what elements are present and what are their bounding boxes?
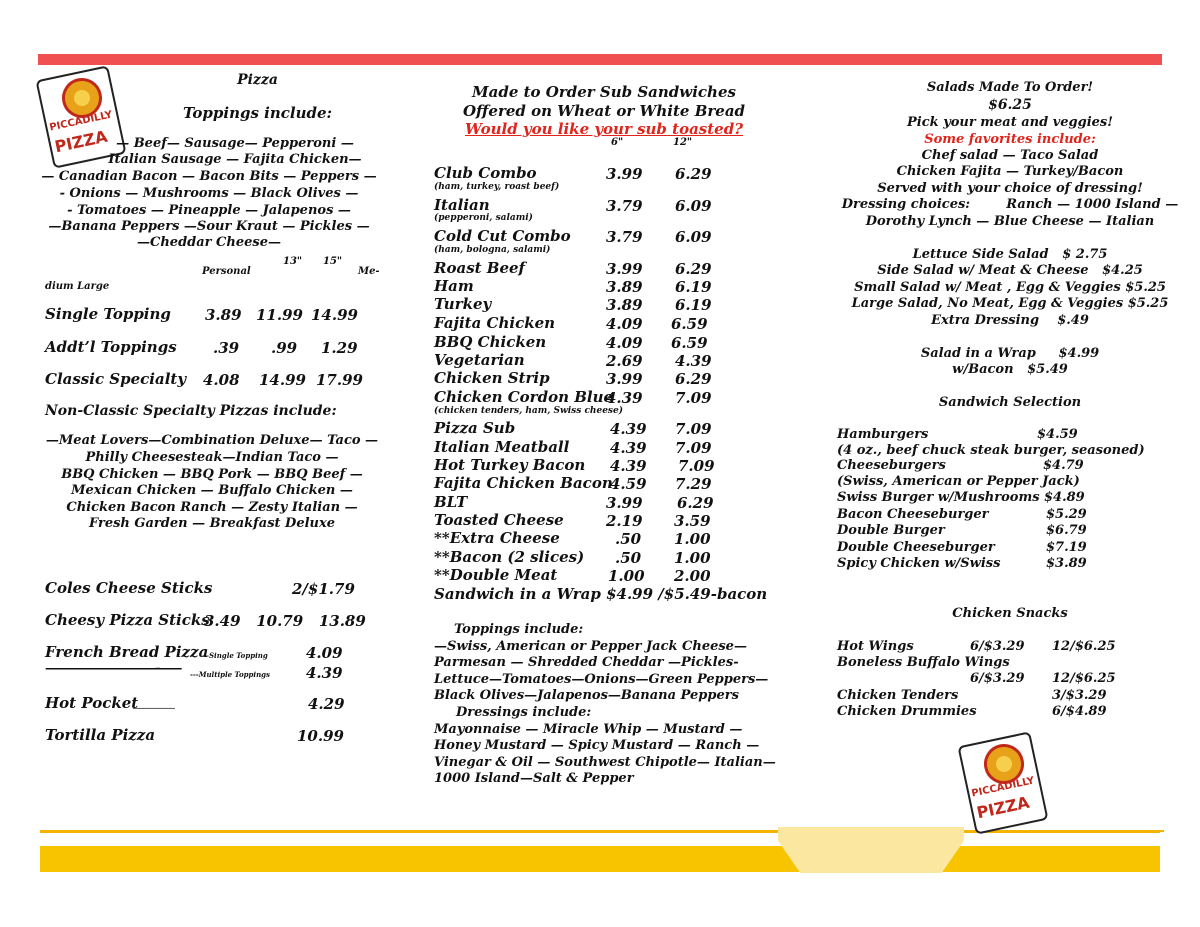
salads-fav-line: Chef salad — Taco Salad	[921, 148, 1099, 163]
extra-item-price: 3.49 10.79 13.89	[204, 612, 366, 630]
nonclassic-line: Mexican Chicken — Buffalo Chicken —	[71, 483, 353, 498]
sub-item-name: Vegetarian	[434, 351, 525, 369]
sandwich-item-name: (4 oz., beef chuck steak burger, seasoned)	[837, 443, 1145, 458]
sandwich-item-name: Bacon Cheeseburger	[837, 507, 989, 522]
sub-item-6: 4.09	[606, 334, 643, 352]
sub-item-desc: (ham, turkey, roast beef)	[434, 182, 560, 192]
sub-item-12: 6.29	[675, 260, 712, 278]
sub-item-12: 3.59	[674, 512, 711, 530]
sandwich-item-name: Cheeseburgers	[837, 458, 946, 473]
sub-item-name: Fajita Chicken	[434, 314, 556, 332]
sub-item-12: 6.09	[675, 228, 712, 246]
sub-item-name: Italian	[434, 196, 490, 214]
sandwich-item-name: Double Cheeseburger	[837, 540, 995, 555]
salads-fav-line: Dressing choices: Ranch — 1000 Island —	[841, 197, 1179, 212]
size-13: 13"	[283, 256, 303, 267]
sub-item-12: 1.00	[674, 530, 711, 548]
snack-name: Boneless Buffalo Wings	[837, 655, 1010, 670]
salads-side-line: Extra Dressing $.49	[931, 313, 1089, 328]
subs-topping-line: Parmesan — Shredded Cheddar —Pickles-	[434, 655, 739, 670]
sub-item-12: 6.19	[675, 296, 712, 314]
subs-dressing-line: Honey Mustard — Spicy Mustard — Ranch —	[434, 738, 760, 753]
pizza-topping-line: — Beef— Sausage— Pepperoni —	[116, 136, 354, 151]
sub-item-6: 4.39	[610, 420, 647, 438]
snack-name: Chicken Tenders	[837, 688, 959, 703]
sub-item-name: Ham	[434, 277, 474, 295]
salads-fav-line: Served with your choice of dressing!	[877, 181, 1143, 196]
subs-dressing-line: 1000 Island—Salt & Pepper	[434, 771, 634, 786]
snack-price-b: 12/$6.25	[1052, 639, 1116, 654]
bottom-edge-notch	[1160, 832, 1166, 874]
pizza-topping-line: Italian Sausage — Fajita Chicken—	[108, 152, 362, 167]
salads-price: $6.25	[988, 97, 1032, 113]
bottom-decoration	[778, 827, 964, 873]
sub-item-12: 6.59	[671, 315, 708, 333]
sub-item-name: Italian Meatball	[434, 438, 570, 456]
sub-item-6: 3.79	[606, 228, 643, 246]
sub-item-12: 7.09	[675, 439, 712, 457]
sub-item-6: .50	[615, 530, 642, 548]
salads-side-line: Side Salad w/ Meat & Cheese $4.25	[877, 263, 1143, 278]
nonclassic-line: Chicken Bacon Ranch — Zesty Italian —	[66, 500, 358, 515]
sub-item-12: 4.39	[675, 352, 712, 370]
pizza-topping-line: — Canadian Bacon — Bacon Bits — Peppers —	[41, 169, 377, 184]
sandwich-item-price: $6.79	[1046, 523, 1087, 538]
sub-item-name: Pizza Sub	[434, 419, 516, 437]
sub-item-name: Chicken Strip	[434, 369, 550, 387]
sub-item-name: BLT	[434, 493, 468, 511]
nonclassic-line: Fresh Garden — Breakfast Deluxe	[88, 516, 336, 531]
sub-item-12: 1.00	[674, 549, 711, 567]
snack-price-a: 6/$3.29	[970, 671, 1025, 686]
size-medium-part: Me-	[358, 266, 380, 277]
size-personal: Personal	[202, 266, 251, 277]
sub-item-12: 6.19	[675, 278, 712, 296]
subs-dressing-line: Vinegar & Oil — Southwest Chipotle— Italian—	[434, 755, 776, 770]
pizza-row-personal: 4.08	[203, 371, 240, 389]
pizza-row-15: 1.29	[321, 339, 358, 357]
sub-item-name: Cold Cut Combo	[434, 227, 571, 245]
nonclassic-line: —Meat Lovers—Combination Deluxe— Taco —	[45, 433, 379, 448]
sub-item-desc: (chicken tenders, ham, Swiss cheese)	[434, 406, 623, 416]
sub-item-12: 7.09	[675, 420, 712, 438]
pizza-row-13: 14.99	[259, 371, 306, 389]
bottom-yellow-bar	[40, 846, 1164, 872]
sub-item-name: **Bacon (2 slices)	[434, 548, 585, 566]
sub-item-name: Fajita Chicken Bacon	[434, 474, 613, 492]
subs-topping-line: Black Olives—Jalapenos—Banana Peppers	[434, 688, 739, 703]
size-medium-large: dium Large	[45, 281, 110, 292]
size-15: 15"	[323, 256, 343, 267]
extra-item-note: ---Multiple Toppings	[190, 670, 270, 679]
subs-dressing-line: Mayonnaise — Miracle Whip — Mustard —	[434, 722, 743, 737]
subs-topping-line: —Swiss, American or Pepper Jack Cheese—	[434, 639, 747, 654]
snack-name: Hot Wings	[837, 639, 914, 654]
sub-item-6: 4.39	[610, 439, 647, 457]
snack-name: Chicken Drummies	[837, 704, 977, 719]
pizza-row-name: Single Topping	[45, 305, 171, 323]
pizza-title: Pizza	[237, 72, 278, 88]
sub-item-6: 4.39	[606, 389, 643, 407]
sub-item-12: 6.59	[671, 334, 708, 352]
subs-heading: Made to Order Sub Sandwiches	[472, 83, 736, 101]
sub-item-name: Club Combo	[434, 164, 537, 182]
sandwich-item-price: $4.79	[1043, 458, 1084, 473]
sub-item-name: Chicken Cordon Blue	[434, 388, 614, 406]
sub-item-desc: (ham, bologna, salami)	[434, 245, 551, 255]
logo-brand-bottom: PIZZA	[52, 126, 110, 157]
subs-subheading: Offered on Wheat or White Bread	[462, 102, 746, 120]
pizza-row-name: Addt’l Toppings	[45, 338, 177, 356]
subs-dressings-heading: Dressings include:	[456, 705, 592, 720]
extra-item-price: 2/$1.79	[292, 580, 355, 598]
sub-item-6: 3.99	[606, 370, 643, 388]
sub-item-12: 6.29	[677, 494, 714, 512]
sub-item-6: 1.00	[608, 567, 645, 585]
sub-item-name: Hot Turkey Bacon	[434, 456, 586, 474]
extra-item-name: Tortilla Pizza	[45, 726, 156, 744]
extra-item-name: ——————————-——	[45, 661, 181, 676]
extra-item-name: Cheesy Pizza Sticks	[45, 611, 210, 629]
pizza-row-name: Classic Specialty	[45, 370, 187, 388]
sub-item-12: 6.29	[675, 370, 712, 388]
subs-toast-question: Would you like your sub toasted?	[464, 120, 743, 138]
subs-topping-line: Lettuce—Tomatoes—Onions—Green Peppers—	[434, 672, 769, 687]
sub-item-12: 6.09	[675, 197, 712, 215]
sub-item-6: 2.69	[606, 352, 643, 370]
sandwich-item-price: $5.29	[1046, 507, 1087, 522]
sandwich-selection-heading: Sandwich Selection	[938, 395, 1082, 410]
sub-item-6: .50	[615, 549, 642, 567]
sub-item-name: Roast Beef	[434, 259, 526, 277]
sub-item-6: 2.19	[606, 512, 643, 530]
pizza-row-personal: .39	[213, 339, 240, 357]
sub-item-12: 2.00	[674, 567, 711, 585]
sub-item-6: 3.99	[606, 165, 643, 183]
nonclassic-heading: Non-Classic Specialty Pizzas include:	[45, 403, 337, 419]
salads-fav-line: Dorothy Lynch — Blue Cheese — Italian	[865, 214, 1155, 229]
salads-pick: Pick your meat and veggies!	[907, 115, 1113, 130]
sandwich-item-name: (Swiss, American or Pepper Jack)	[837, 474, 1080, 489]
sub-item-12: 6.29	[675, 165, 712, 183]
snack-price-b: 3/$3.29	[1052, 688, 1107, 703]
salads-favorites: Some favorites include:	[924, 132, 1096, 147]
extra-item-note: ____________	[133, 700, 175, 709]
salad-wrap-bacon: w/Bacon $5.49	[952, 362, 1068, 377]
snack-price-b: 6/$4.89	[1052, 704, 1107, 719]
sandwich-item-price: $3.89	[1046, 556, 1087, 571]
subs-col-6: 6"	[611, 137, 624, 148]
pizza-row-15: 17.99	[316, 371, 363, 389]
pizza-row-13: 11.99	[256, 306, 303, 324]
sub-wrap-line: Sandwich in a Wrap $4.99 /$5.49-bacon	[434, 585, 768, 603]
sub-item-6: 3.99	[606, 494, 643, 512]
logo-brand-bottom: PIZZA	[974, 792, 1032, 823]
sub-item-6: 4.09	[606, 315, 643, 333]
extra-item-name: French Bread Pizza	[45, 643, 209, 661]
extra-item-price: 4.09	[306, 644, 343, 662]
sandwich-item-price: $4.59	[1037, 427, 1078, 442]
extra-item-note: —Single Topping	[202, 651, 268, 660]
pizza-topping-line: - Onions — Mushrooms — Black Olives —	[59, 186, 359, 201]
sub-item-12: 7.09	[678, 457, 715, 475]
extra-item-name: Hot Pocket	[45, 694, 139, 712]
sandwich-item-name: Swiss Burger w/Mushrooms	[837, 490, 1040, 505]
sub-item-6: 3.89	[606, 296, 643, 314]
pizza-topping-line: —Cheddar Cheese—	[137, 235, 281, 250]
subs-toppings-heading: Toppings include:	[454, 622, 584, 637]
nonclassic-line: BBQ Chicken — BBQ Pork — BBQ Beef —	[61, 467, 363, 482]
sub-item-name: BBQ Chicken	[434, 333, 547, 351]
logo-brand-top: PICCADILLY	[48, 109, 114, 134]
snack-price-b: 12/$6.25	[1052, 671, 1116, 686]
pizza-topping-line: —Banana Peppers —Sour Kraut — Pickles —	[48, 219, 370, 234]
extra-item-name: Coles Cheese Sticks	[45, 579, 213, 597]
sub-item-name: Toasted Cheese	[434, 511, 564, 529]
pizza-toppings-heading: Toppings include:	[182, 104, 333, 122]
sandwich-item-price: $7.19	[1046, 540, 1087, 555]
nonclassic-line: Philly Cheesesteak—Indian Taco —	[85, 450, 339, 465]
extra-item-price: 10.99	[297, 727, 344, 745]
pizza-row-13: .99	[271, 339, 298, 357]
salads-heading: Salads Made To Order!	[926, 80, 1094, 95]
sub-item-name: Turkey	[434, 295, 492, 313]
sub-item-12: 7.09	[675, 389, 712, 407]
sub-item-desc: (pepperoni, salami)	[434, 213, 533, 223]
sub-item-6: 3.89	[606, 278, 643, 296]
sub-item-6: 3.99	[606, 260, 643, 278]
piccadilly-logo-bottom	[966, 738, 1040, 828]
salads-fav-line: Chicken Fajita — Turkey/Bacon	[896, 164, 1124, 179]
salads-side-line: Lettuce Side Salad $ 2.75	[912, 247, 1108, 262]
salads-side-line: Large Salad, No Meat, Egg & Veggies $5.25	[851, 296, 1169, 311]
sub-item-6: 3.79	[606, 197, 643, 215]
sub-item-name: **Extra Cheese	[434, 529, 560, 547]
top-red-bar	[38, 54, 1162, 65]
sandwich-item-price: $4.89	[1044, 490, 1085, 505]
salad-wrap: Salad in a Wrap $4.99	[920, 346, 1100, 361]
sub-item-6: 4.39	[610, 457, 647, 475]
extra-item-price: 4.29	[308, 695, 345, 713]
pizza-row-15: 14.99	[311, 306, 358, 324]
logo-brand-top: PICCADILLY	[970, 775, 1036, 800]
sandwich-item-name: Hamburgers	[837, 427, 929, 442]
chicken-snacks-heading: Chicken Snacks	[952, 606, 1068, 621]
salads-side-line: Small Salad w/ Meat , Egg & Veggies $5.25	[854, 280, 1166, 295]
sub-item-6: 4.59	[610, 475, 647, 493]
subs-col-12: 12"	[673, 137, 693, 148]
sandwich-item-name: Spicy Chicken w/Swiss	[837, 556, 1001, 571]
extra-item-price: 4.39	[306, 664, 343, 682]
sub-item-12: 7.29	[675, 475, 712, 493]
sandwich-item-name: Double Burger	[837, 523, 945, 538]
sub-item-name: **Double Meat	[434, 566, 558, 584]
pizza-topping-line: - Tomatoes — Pineapple — Jalapenos —	[67, 203, 351, 218]
pizza-row-personal: 3.89	[205, 306, 242, 324]
snack-price-a: 6/$3.29	[970, 639, 1025, 654]
